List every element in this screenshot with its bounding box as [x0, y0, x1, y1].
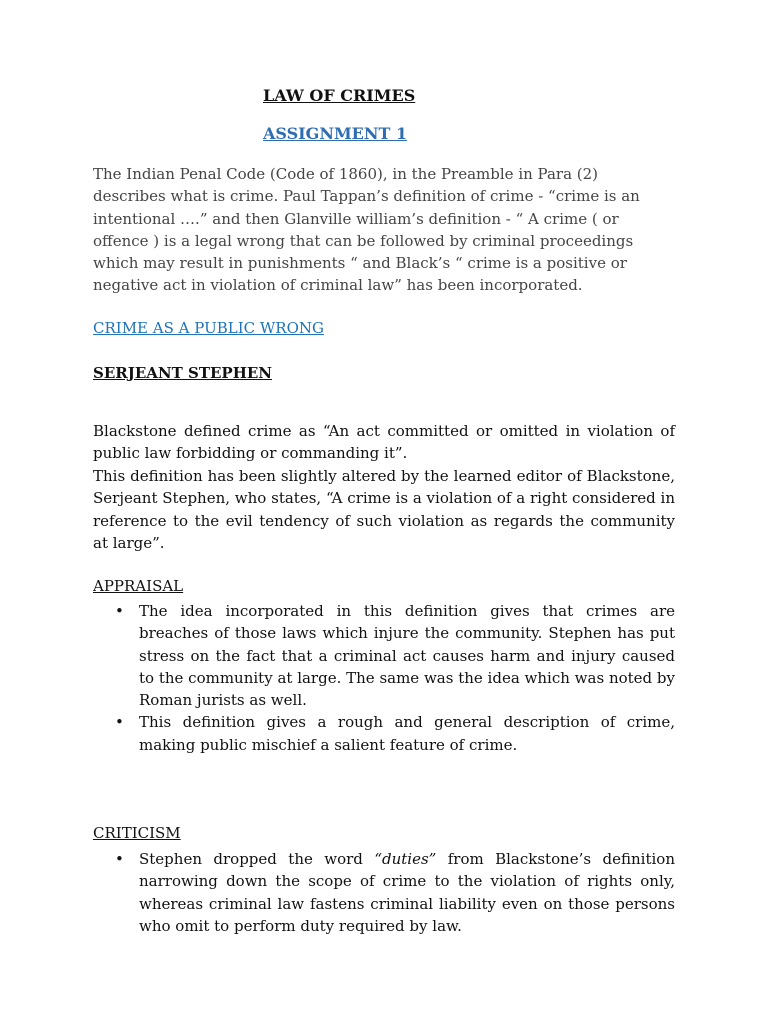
stephen-paragraph: This definition has been slightly altered by the learned editor of Blackstone, Serjeant Stephen, who states, “A crime is a violation of a right considered in reference to the evil tendency of such violation as regards the community at large”. — [93, 467, 675, 552]
section-link[interactable]: CRIME AS A PUBLIC WRONG — [93, 319, 324, 337]
list-item-text — [139, 848, 675, 937]
bullet-icon: • — [115, 602, 124, 620]
blackstone-paragraph: Blackstone defined crime as “An act committed or omitted in violation of public law forbidding or commanding it”. — [93, 422, 675, 463]
criticism-text-before: Stephen dropped the word — [139, 850, 375, 868]
document-title: LAW OF CRIMES — [263, 86, 416, 105]
appraisal-list — [93, 600, 675, 756]
criticism-heading: CRITICISM — [93, 824, 181, 842]
section-heading: SERJEANT STEPHEN — [93, 364, 273, 382]
list-item — [93, 711, 675, 756]
bullet-icon: • — [115, 713, 124, 732]
list-item-text: The idea incorporated in this definition gives that crimes are breaches of those laws which injure the community. Stephen has put stress on the fact that a criminal act causes harm and injury caused to the community at large. The same was the idea which was noted by Roman jurists as well. — [139, 602, 675, 710]
assignment-heading: ASSIGNMENT 1 — [263, 124, 408, 143]
criticism-list — [93, 848, 675, 937]
intro-paragraph: The Indian Penal Code (Code of 1860), in the Preamble in Para (2) describes what is crime. Paul Tappan’s definition of crime - “crime is an intentional ….” and then Glanville william’s definition - “ A crime ( or offence ) is a legal wrong that can be followed by criminal proceedings which may result in punishments “ and Black’s “ crime is a positive or negative act in violation of criminal law” has been incorporated. — [93, 165, 640, 295]
criticism-italic-word: “duties” — [374, 850, 437, 868]
list-item — [93, 848, 675, 937]
list-item-text: This definition gives a rough and general description of crime, making public mischief a salient feature of crime. — [139, 713, 675, 754]
criticism-text-after: from Blackstone’s definition narrowing down the scope of crime to the violation of rights only, whereas criminal law fastens criminal liability even on those persons who omit to perform duty required by law. — [139, 850, 675, 935]
list-item — [93, 600, 675, 711]
bullet-icon: • — [115, 850, 124, 868]
appraisal-heading: APPRAISAL — [93, 577, 184, 595]
